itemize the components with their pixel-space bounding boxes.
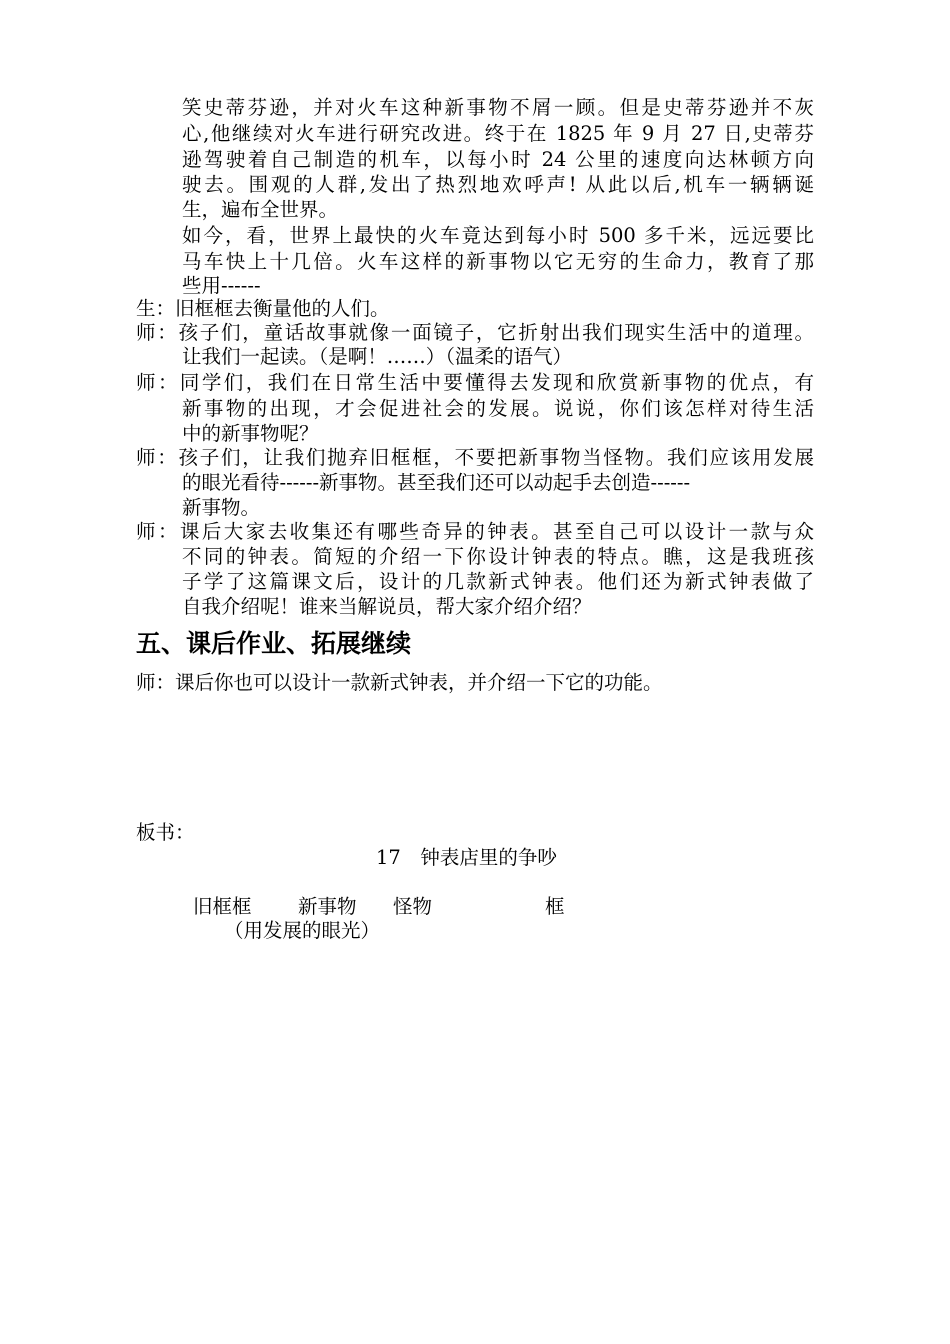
text-line: 生，遍布全世界。 — [182, 198, 339, 221]
section-heading: 五、课后作业、拓展继续 — [136, 629, 412, 658]
text-line: 师：课后大家去收集还有哪些奇异的钟表。甚至自己可以设计一款与众 — [136, 520, 814, 543]
text-line: 新事物的出现，才会促进社会的发展。说说，你们该怎样对待生活 — [182, 397, 814, 420]
board-item-monster: 怪物 — [393, 895, 433, 918]
text-line: 子学了这篇课文后，设计的几款新式钟表。他们还为新式钟表做了 — [182, 570, 814, 593]
homework-text: 师：课后你也可以设计一款新式钟表，并介绍一下它的功能。 — [136, 671, 663, 694]
text-line: 心,他继续对火车进行研究改进。终于在 1825 年 9 月 27 日,史蒂芬 — [182, 122, 814, 145]
board-title: 17 钟表店里的争吵 — [376, 846, 557, 869]
text-line: 师：同学们，我们在日常生活中要懂得去发现和欣赏新事物的优点，有 — [136, 371, 814, 394]
text-line: 逊驾驶着自己制造的机车，以每小时 24 公里的速度向达林顿方向 — [182, 148, 814, 171]
board-note: （用发展的眼光） — [224, 919, 381, 942]
text-line: 中的新事物呢？ — [182, 422, 319, 445]
text-line: 如今，看，世界上最快的火车竟达到每小时 500 多千米，远远要比 — [182, 224, 814, 247]
board-label: 板书： — [136, 821, 195, 844]
text-line: 不同的钟表。简短的介绍一下你设计钟表的特点。瞧，这是我班孩 — [182, 545, 814, 568]
text-line: 自我介绍呢！谁来当解说员，帮大家介绍介绍？ — [182, 595, 592, 618]
text-line: 师：孩子们，童话故事就像一面镜子，它折射出我们现实生活中的道理。 — [136, 321, 814, 344]
text-line: 笑史蒂芬逊，并对火车这种新事物不屑一顾。但是史蒂芬逊并不灰 — [182, 96, 814, 119]
text-line: 生：旧框框去衡量他的人们。 — [136, 297, 390, 320]
text-line: 师：孩子们，让我们抛弃旧框框，不要把新事物当怪物。我们应该用发展 — [136, 446, 814, 469]
board-item-old-frame: 旧框框 — [193, 895, 252, 918]
text-line: 驶去。围观的人群,发出了热烈地欢呼声! 从此以后,机车一辆辆诞 — [182, 173, 814, 196]
board-item-new-things: 新事物 — [298, 895, 357, 918]
text-line: 新事物。 — [182, 496, 261, 519]
text-line: 些用------ — [182, 274, 261, 297]
text-line: 马车快上十几倍。火车这样的新事物以它无穷的生命力，教育了那 — [182, 250, 814, 273]
text-line: 让我们一起读。（是啊！……）（温柔的语气） — [182, 345, 573, 368]
text-line: 的眼光看待------新事物。甚至我们还可以动起手去创造------ — [182, 471, 691, 494]
board-item-frame: 框 — [545, 895, 565, 918]
